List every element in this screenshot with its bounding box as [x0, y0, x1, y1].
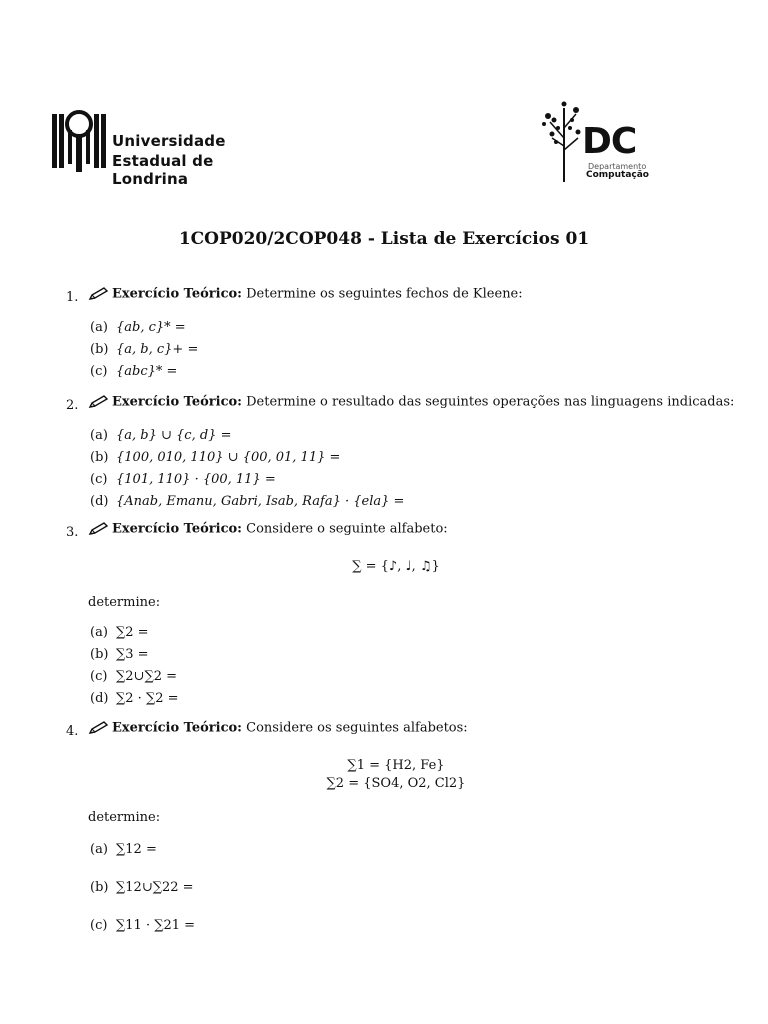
department-initials: DC: [582, 121, 637, 162]
determine-label: determine:: [88, 810, 161, 825]
exercise-number: 1.: [66, 290, 79, 305]
exercise-heading-label: Exercício Teórico:: [112, 521, 242, 537]
university-name-line1: Universidade: [112, 132, 226, 150]
department-name: Computação: [586, 170, 649, 180]
pencil-icon: [88, 720, 110, 736]
list-item: (a) {a, b} ∪ {c, d} =: [90, 428, 232, 443]
alphabet-equation: ∑ = {♪, ♩, ♫}: [352, 559, 440, 574]
exercise-heading: [88, 394, 734, 410]
exercise-heading-label: Exercício Teórico:: [112, 286, 242, 302]
list-item: (a) ∑12 =: [90, 842, 157, 857]
exercise-intro: Determine o resultado das seguintes operações nas linguagens indicadas:: [246, 394, 735, 410]
list-item: (a) ∑2 =: [90, 625, 149, 640]
determine-label: determine:: [88, 595, 161, 610]
list-item: (b) ∑12∪∑22 =: [90, 880, 194, 895]
page-header: [0, 0, 768, 200]
list-item: (b) {100, 010, 110} ∪ {00, 01, 11} =: [90, 450, 341, 465]
exercise-intro: Considere os seguintes alfabetos:: [246, 720, 468, 736]
university-emblem-icon: [50, 108, 108, 174]
university-name-line2: Estadual de Londrina: [112, 152, 214, 188]
exercise-number: 2.: [66, 398, 79, 413]
exercise-heading: [88, 521, 448, 537]
list-item: (b) {a, b, c}+ =: [90, 342, 199, 357]
list-item: (c) ∑11 · ∑21 =: [90, 918, 196, 933]
exercise-heading-label: Exercício Teórico:: [112, 394, 242, 410]
university-logo: [50, 108, 260, 188]
exercise-heading: [88, 720, 468, 736]
exercise-intro: Considere o seguinte alfabeto:: [246, 521, 448, 537]
tree-icon: [540, 98, 582, 184]
exercise-number: 4.: [66, 724, 79, 739]
pencil-icon: [88, 394, 110, 410]
exercise-intro: Determine os seguintes fechos de Kleene:: [246, 286, 523, 302]
list-item: (c) {abc}* =: [90, 364, 178, 379]
alphabet-equation-2: ∑2 = {SO4, O2, Cl2}: [326, 776, 466, 791]
list-item: (c) {101, 110} · {00, 11} =: [90, 472, 276, 487]
list-item: (d) ∑2 · ∑2 =: [90, 691, 179, 706]
list-item: (d) {Anab, Emanu, Gabri, Isab, Rafa} · {ela} =: [90, 494, 405, 509]
list-item: (c) ∑2∪∑2 =: [90, 669, 178, 684]
page-title: 1COP020/2COP048 - Lista de Exercícios 01: [178, 229, 590, 249]
department-label: Departamento: [588, 162, 647, 171]
pencil-icon: [88, 286, 110, 302]
alphabet-equation-1: ∑1 = {H2, Fe}: [347, 758, 445, 773]
list-item: (a) {ab, c}* =: [90, 320, 186, 335]
list-item: (b) ∑3 =: [90, 647, 149, 662]
exercise-heading: [88, 286, 523, 302]
exercise-number: 3.: [66, 525, 79, 540]
exercise-heading-label: Exercício Teórico:: [112, 720, 242, 736]
department-logo: [540, 98, 650, 184]
pencil-icon: [88, 521, 110, 537]
